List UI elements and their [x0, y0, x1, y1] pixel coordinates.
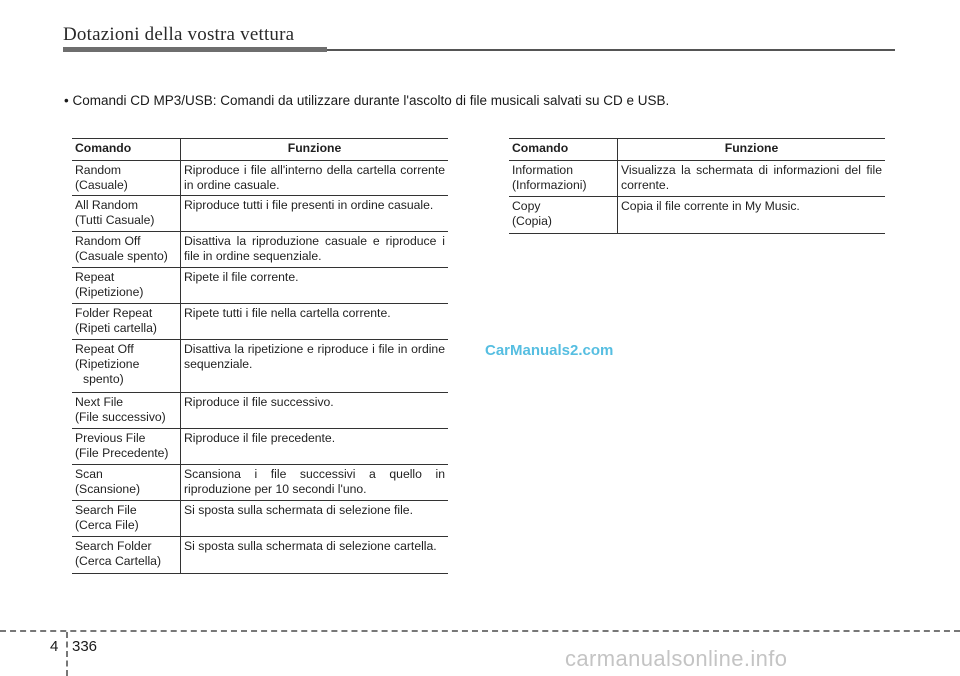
table-row [72, 537, 448, 574]
table-row [72, 232, 448, 268]
command-text: Folder Repeat [75, 306, 153, 320]
page-number: 336 [72, 638, 98, 655]
command-cell [72, 304, 181, 340]
command-text: Information [512, 163, 573, 177]
header-funzione: Funzione [181, 139, 449, 161]
table-row [72, 161, 448, 196]
function-cell: Si sposta sulla schermata di selezione cartella. [181, 537, 449, 574]
command-text: Copy [512, 199, 541, 213]
function-cell: Riproduce i file all'interno della cartella corrente in ordine casuale. [181, 161, 449, 196]
table-row [72, 501, 448, 537]
command-text: (Scansione) [75, 482, 141, 496]
command-cell [72, 393, 181, 429]
header-comando: Comando [72, 139, 181, 161]
table-row [72, 268, 448, 304]
function-cell: Copia il file corrente in My Music. [618, 197, 886, 234]
header-comando: Comando [509, 139, 618, 161]
command-text: spento) [83, 372, 124, 386]
table-row [72, 304, 448, 340]
table-row [509, 197, 885, 234]
function-cell: Disattiva la riproduzione casuale e riproduce i file in ordine sequenziale. [181, 232, 449, 268]
command-cell [72, 501, 181, 537]
table-row [72, 465, 448, 501]
commands-table-right [509, 138, 885, 234]
command-cell [72, 429, 181, 465]
footer-dashed-rule [0, 630, 960, 632]
command-text: Repeat [75, 270, 115, 284]
command-cell [72, 268, 181, 304]
page-header-title: Dotazioni della vostra vettura [63, 24, 295, 45]
command-text: Search Folder [75, 539, 152, 553]
table-header-row [509, 139, 885, 161]
command-text: Repeat Off [75, 342, 134, 356]
command-text: Search File [75, 503, 137, 517]
command-text: (Cerca File) [75, 518, 139, 532]
command-cell [509, 161, 618, 197]
function-cell: Ripete tutti i file nella cartella corrente. [181, 304, 449, 340]
command-text: (Informazioni) [512, 178, 587, 192]
command-cell [72, 537, 181, 574]
command-text: Next File [75, 395, 124, 409]
command-text: All Random [75, 198, 138, 212]
command-text: Scan [75, 467, 103, 481]
command-text: (Copia) [512, 214, 552, 228]
table-row [72, 196, 448, 232]
command-cell [72, 340, 181, 393]
command-text: (Ripetizione [75, 357, 140, 371]
command-cell [72, 196, 181, 232]
command-text: Random [75, 163, 122, 177]
footer-dashed-divider [66, 632, 68, 676]
footer-watermark: carmanualsonline.info [565, 646, 788, 671]
command-text: (Tutti Casuale) [75, 213, 155, 227]
table-row [72, 429, 448, 465]
commands-table-left [72, 138, 448, 574]
command-text: Random Off [75, 234, 141, 248]
command-text: (Casuale) [75, 178, 128, 192]
table-header-row [72, 139, 448, 161]
table-row [72, 393, 448, 429]
intro-bullet-text: • Comandi CD MP3/USB: Comandi da utilizzare durante l'ascolto di file musicali salvati su CD e USB. [64, 93, 670, 108]
command-text: (File Precedente) [75, 446, 169, 460]
table-row [509, 161, 885, 197]
command-text: (Casuale spento) [75, 249, 168, 263]
function-cell: Riproduce il file successivo. [181, 393, 449, 429]
function-cell: Riproduce tutti i file presenti in ordine casuale. [181, 196, 449, 232]
command-text: (Ripeti cartella) [75, 321, 157, 335]
function-cell: Riproduce il file precedente. [181, 429, 449, 465]
command-cell [72, 161, 181, 196]
watermark-logo: CarManuals2.com [485, 342, 614, 359]
header-bar [63, 47, 327, 52]
function-cell: Scansiona i file successivi a quello in riproduzione per 10 secondi l'uno. [181, 465, 449, 501]
command-text: (Cerca Cartella) [75, 554, 162, 568]
function-cell: Disattiva la ripetizione e riproduce i file in ordine sequenziale. [181, 340, 449, 393]
command-text: (Ripetizione) [75, 285, 144, 299]
table-row [72, 340, 448, 393]
function-cell: Ripete il file corrente. [181, 268, 449, 304]
header-funzione: Funzione [618, 139, 886, 161]
command-cell [72, 232, 181, 268]
command-text: Previous File [75, 431, 146, 445]
header-rule [327, 49, 895, 51]
command-cell [72, 465, 181, 501]
function-cell: Si sposta sulla schermata di selezione file. [181, 501, 449, 537]
chapter-number: 4 [50, 638, 59, 655]
command-cell [509, 197, 618, 234]
command-text: (File successivo) [75, 410, 166, 424]
function-cell: Visualizza la schermata di informazioni del file corrente. [618, 161, 886, 197]
